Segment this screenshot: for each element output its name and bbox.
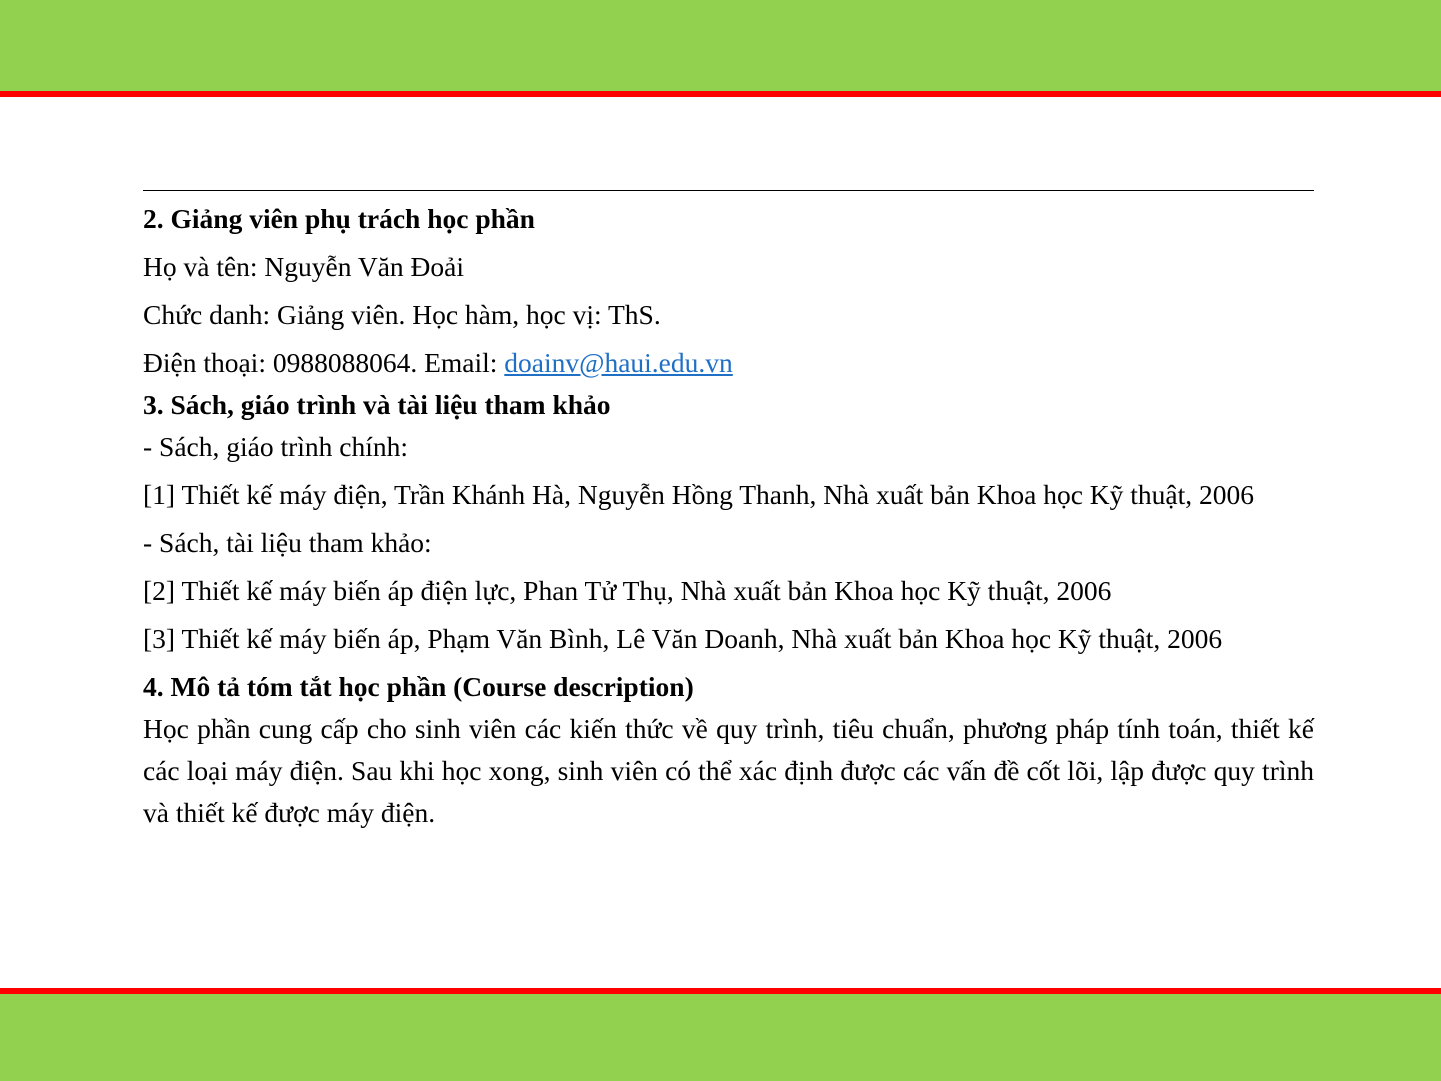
contact-prefix: Điện thoại: 0988088064. Email: (143, 347, 505, 378)
email-link[interactable]: doainv@haui.edu.vn (504, 347, 733, 378)
lecturer-name: Họ và tên: Nguyễn Văn Đoải (143, 251, 465, 282)
main-books-label: - Sách, giáo trình chính: (143, 431, 409, 462)
reference-books-label: - Sách, tài liệu tham khảo: (143, 527, 432, 558)
document-top-rule (143, 190, 1314, 191)
lecturer-title: Chức danh: Giảng viên. Học hàm, học vị: ThS. (143, 299, 661, 330)
document-body (143, 198, 1314, 834)
reference-3: [3] Thiết kế máy biến áp, Phạm Văn Bình, Lê Văn Doanh, Nhà xuất bản Khoa học Kỹ thuật, 2006 (143, 623, 1223, 654)
section-3-heading: 3. Sách, giáo trình và tài liệu tham khảo (143, 389, 611, 420)
lecturer-contact (143, 342, 1314, 384)
section-2-heading: 2. Giảng viên phụ trách học phần (143, 203, 535, 234)
bottom-footer-band (0, 994, 1441, 1081)
top-red-rule (0, 91, 1441, 97)
reference-2: [2] Thiết kế máy biến áp điện lực, Phan Tử Thụ, Nhà xuất bản Khoa học Kỹ thuật, 2006 (143, 575, 1112, 606)
section-4-heading: 4. Mô tả tóm tắt học phần (Course description) (143, 671, 694, 702)
course-description: Học phần cung cấp cho sinh viên các kiến thức về quy trình, tiêu chuẩn, phương pháp tính toán, thiết kế các loại máy điện. Sau khi học xong, sinh viên có thể xác định được các vấn đề cốt lõi, lập được quy trình và thiết kế được máy điện. (143, 713, 1314, 828)
reference-1: [1] Thiết kế máy điện, Trần Khánh Hà, Nguyễn Hồng Thanh, Nhà xuất bản Khoa học Kỹ thuật, 2006 (143, 479, 1254, 510)
top-header-band (0, 0, 1441, 91)
